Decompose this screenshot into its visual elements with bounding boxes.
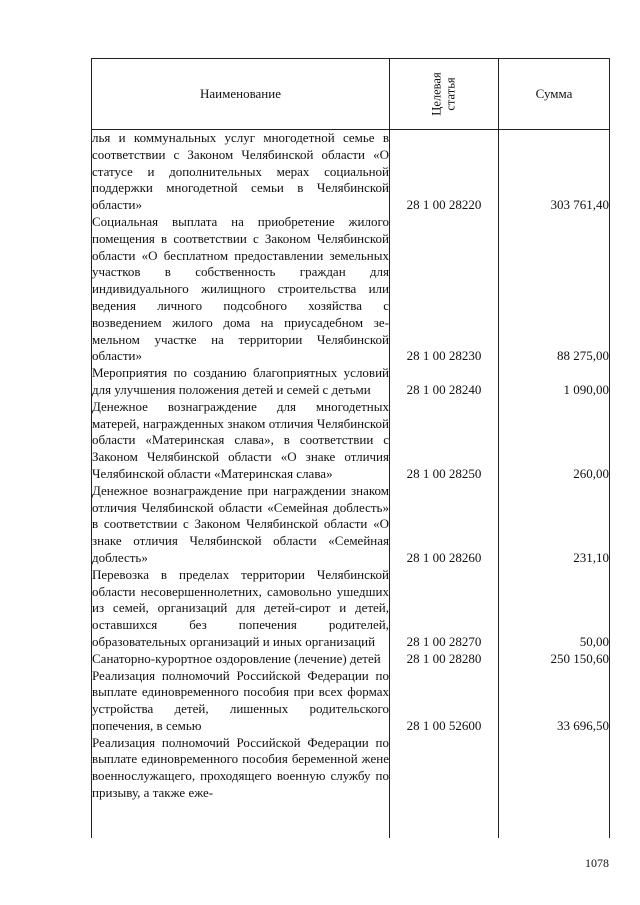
table-row	[92, 483, 610, 567]
row-code: 28 1 00 28270	[390, 567, 499, 651]
row-sum: 231,10	[499, 483, 610, 567]
row-name: Реализация полномочий Российской Федерации по выплате единовременного пособия при всех формах устройства детей, лишенных родительского попечения, в семью	[92, 667, 389, 733]
table-row	[92, 567, 610, 651]
header-target-article-line1: Целевая	[430, 71, 444, 116]
row-sum: 50,00	[499, 567, 610, 651]
row-name: Денежное вознаграждение для многодетных матерей, награжденных знаком отличия Челябинской области «Материнская слава», в соответствии с Законом Челябинской области «О знаке отличия Челябинской области «Материнская слава»	[92, 398, 389, 481]
row-name: Мероприятия по созданию благоприятных условий для улучшения положения детей и семей с детьми	[92, 365, 389, 397]
table-header-row	[92, 59, 610, 130]
row-sum: 250 150,60	[499, 651, 610, 668]
table-row	[92, 399, 610, 483]
row-code: 28 1 00 28260	[390, 483, 499, 567]
table-row	[92, 668, 610, 735]
table-row	[92, 651, 610, 668]
row-sum: 1 090,00	[499, 365, 610, 399]
row-sum: 88 275,00	[499, 214, 610, 365]
page-number: 1078	[585, 856, 609, 870]
header-sum: Сумма	[499, 59, 610, 130]
row-code: 28 1 00 28280	[390, 651, 499, 668]
header-target-article	[390, 59, 499, 130]
row-code: 28 1 00 28240	[390, 365, 499, 399]
row-code: 28 1 00 28220	[390, 130, 499, 214]
table-row	[92, 130, 610, 214]
header-target-article-line2: статья	[444, 76, 458, 111]
row-name: лья и коммунальных услуг многодетной семье в соответствии с Законом Челябинской области «О статусе и дополнительных мерах социальной поддержки многодетной семьи в Челябинской области»	[92, 130, 389, 213]
header-name: Наименование	[92, 59, 390, 130]
row-code	[390, 735, 499, 838]
row-name: Перевозка в пределах территории Челябинской области несовершеннолетних, самовольно ушедших из семей, организаций для детей-сирот и детей, оставшихся без попечения родителей, образовательных организаций и иных организаций	[92, 566, 389, 649]
row-name: Санаторно-курортное оздоровление (лечение) детей	[92, 651, 390, 668]
row-code: 28 1 00 28230	[390, 214, 499, 365]
row-sum	[499, 735, 610, 838]
row-name: Социальная выплата на приобретение жилого помещения в соответствии с Законом Челябинской области «О бесплатном предоставлении земельных участков в собственность граждан для индивидуального жилищного строительства или ведения личного подсобного хозяйства с возведением жилого дома на приусадебном земельном участке на территории Челябинской области»	[92, 213, 389, 364]
row-sum: 33 696,50	[499, 668, 610, 735]
table-row	[92, 735, 610, 838]
row-code: 28 1 00 52600	[390, 668, 499, 735]
row-sum: 303 761,40	[499, 130, 610, 214]
row-name: Денежное вознаграждение при награждении знаком отличия Челябинской области «Семейная доблесть» в соответствии с Законом Челябинской области «О знаке отличия Челябинской области «Семейная доблесть»	[92, 482, 389, 565]
table-row	[92, 214, 610, 365]
row-code: 28 1 00 28250	[390, 399, 499, 483]
row-name: Реализация полномочий Российской Федерации по выплате единовременного пособия беременной жене военнослужащего, проходящего военную службу по призыву, а также еже-	[92, 735, 390, 838]
budget-table	[91, 58, 610, 838]
table-row	[92, 365, 610, 399]
row-sum: 260,00	[499, 399, 610, 483]
